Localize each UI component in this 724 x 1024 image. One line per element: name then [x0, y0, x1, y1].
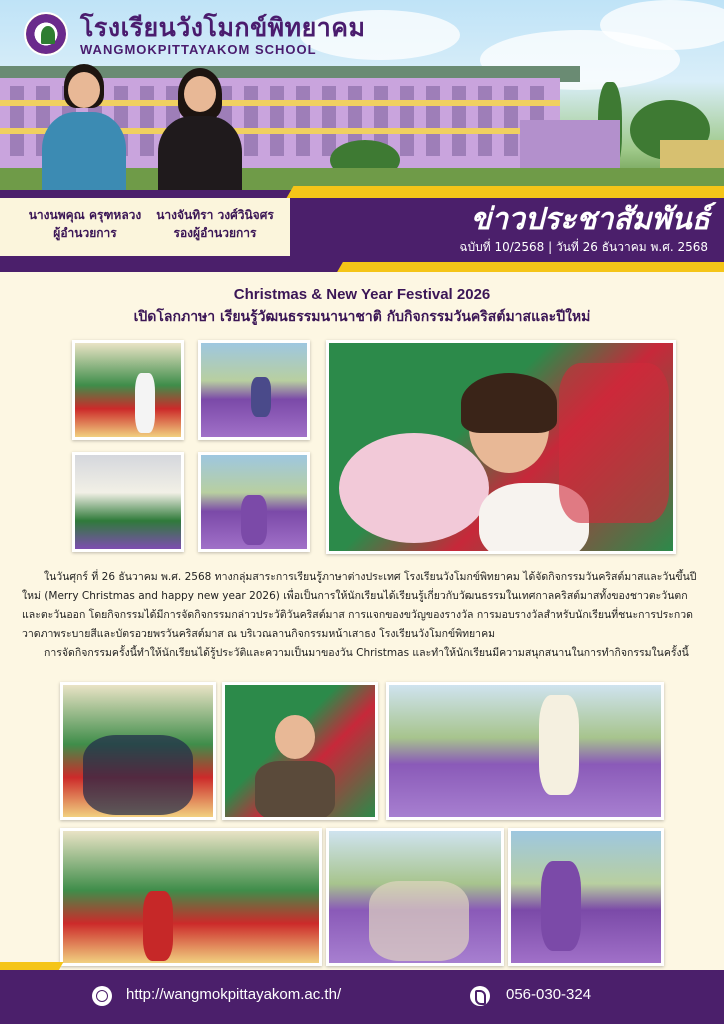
director-caption: [10, 206, 160, 242]
photo-santa-stage: [60, 828, 322, 966]
school-name-english: WANGMOKPITTAYAKOM SCHOOL: [80, 42, 317, 57]
globe-icon: [92, 986, 112, 1006]
photo-teacher-flowers: [326, 340, 676, 554]
article-body: [22, 568, 706, 663]
photo-students-crowd: [508, 828, 664, 966]
issue-line: ฉบับที่ 10/2568 | วันที่ 26 ธันวาคม พ.ศ. 2568: [459, 240, 708, 254]
deputy-name: นางจันทิรา วงศ์วินิจศร: [156, 208, 274, 222]
deputy-director-photo: [152, 66, 248, 202]
photo-students-seated: [198, 340, 310, 440]
director-name: นางนพคุณ ครุฑหลวง: [28, 208, 142, 222]
article-title-english: Christmas & New Year Festival 2026: [233, 286, 491, 303]
director-photo: [36, 62, 132, 202]
article-title-thai: เปิดโลกภาษา เรียนรู้วัฒนธรรมนานาชาติ กับกิจกรรมวันคริสต์มาสและปีใหม่: [133, 309, 591, 325]
newsletter-title: ข่าวประชาสัมพันธ์: [470, 202, 710, 237]
website-link[interactable]: http://wangmokpittayakom.ac.th/: [126, 986, 342, 1003]
photo-hall-decorations: [72, 452, 184, 552]
photo-costume-parade: [326, 828, 504, 966]
photo-teachers-group: [60, 682, 216, 820]
school-logo: [24, 12, 68, 56]
school-name-thai: โรงเรียนวังโมกข์พิทยาคม: [80, 13, 366, 42]
director-position: ผู้อำนวยการ: [53, 226, 117, 240]
photo-teacher-microphone: [222, 682, 378, 820]
photo-students-floor: [198, 452, 310, 552]
phone-number[interactable]: 056-030-324: [506, 986, 592, 1003]
phone-icon: [470, 986, 490, 1006]
deputy-position: รองผู้อำนวยการ: [173, 226, 257, 240]
photo-students-courtyard: [386, 682, 664, 820]
article-paragraph-1: ในวันศุกร์ ที่ 26 ธันวาคม พ.ศ. 2568 ทางกลุ่มสาระการเรียนรู้ภาษาต่างประเทศ โรงเรียนวังโมกข์พิทยาคม ได้จัดกิจกรรมวันคริสต์มาสและวันขึ้นปีใหม่ (Merry Christmas and happy new year 2026) เพื่อเป็นการให้นักเรียนได้เรียนรู้เกี่ยวกับวัฒนธรรมในเทศกาลคริสต์มาสทั้งของชาวตะวันตกและตะวันออก โดยกิจกรรมได้มีการจัดกิจกรรมกล่าวประวัติวันคริสต์มาส การแจกของขวัญของรางวัล การมอบรางวัลสำหรับนักเรียนที่ชนะการประกวดวาดภาพระบายสีและบัตรอวยพรวันคริสต์มาส ณ บริเวณลานกิจกรรมหน้าเสาธง โรงเรียนวังโมกข์พิทยาคม: [22, 571, 697, 640]
deputy-caption: [150, 206, 280, 242]
article-paragraph-2: การจัดกิจกรรมครั้งนี้ทำให้นักเรียนได้รู้ประวัติและความเป็นมาของวัน Christmas และทำให้นักเรียนมีความสนุกสนานในการทำกิจกรรมในครั้งนี้: [44, 647, 689, 659]
photo-stage-speaker: [72, 340, 184, 440]
